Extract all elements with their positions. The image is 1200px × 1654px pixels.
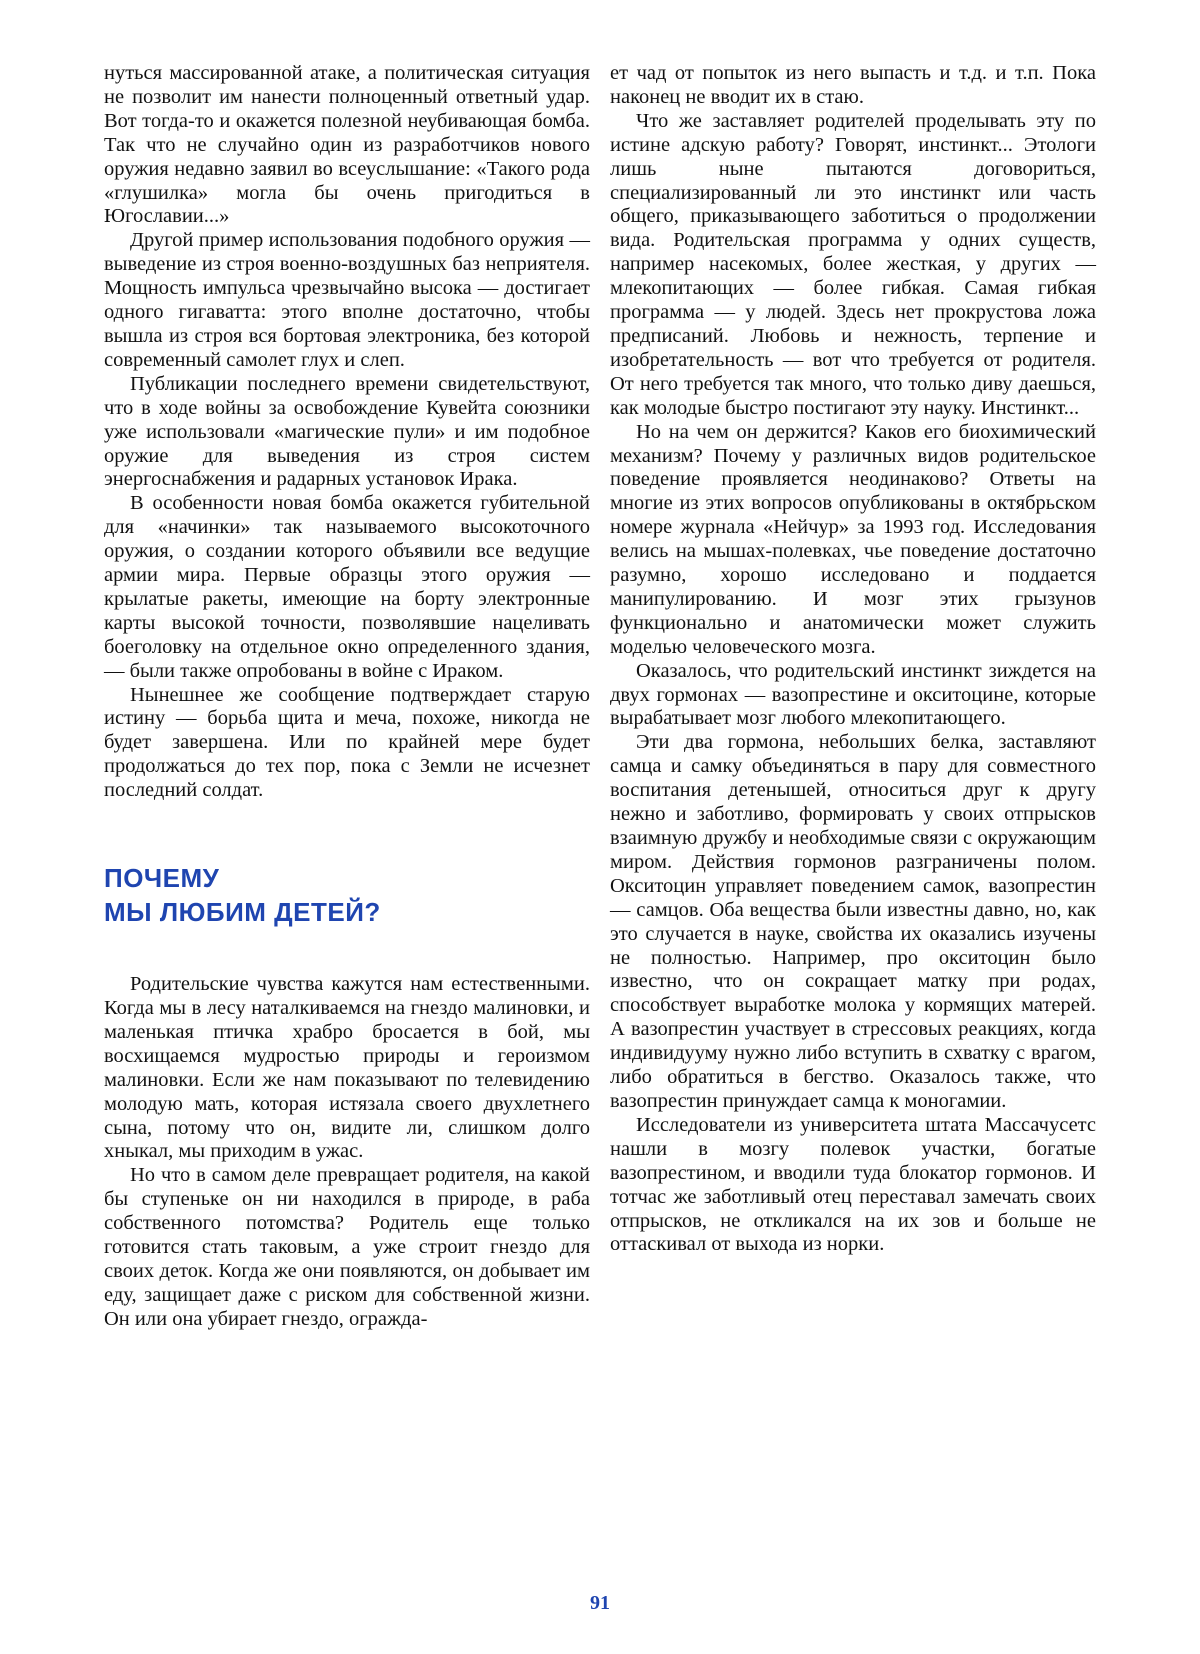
article-heading-line: МЫ ЛЮБИМ ДЕТЕЙ?	[104, 895, 590, 929]
paragraph: Но что в самом деле превращает родителя, на какой бы ступеньке он ни находился в природе, в раба собственного потомства? Родитель еще только готовится стать таковым, а уже строит гнездо для своих деток. Когда же они появляются, он добывает им еду, защищает даже с риском для собственной жизни. Он или она убирает гнездо, огражда-	[104, 1164, 590, 1331]
paragraph: нуться массированной атаке, а политическая ситуация не позволит им нанести полноценный ответный удар. Вот тогда-то и окажется полезной неубивающая бомба. Так что не случайно один из разработчиков нового оружия недавно заявил во всеуслышание: «Такого рода «глушилка» могла бы очень пригодиться в Югославии...»	[104, 62, 590, 229]
article-heading-line: ПОЧЕМУ	[104, 861, 590, 895]
left-column	[104, 62, 590, 1332]
paragraph: Оказалось, что родительский инстинкт зиждется на двух гормонах — вазопрестине и окситоцине, которые вырабатывает мозг любого млекопитающего.	[610, 660, 1096, 732]
paragraph: Другой пример использования подобного оружия — выведение из строя военно-воздушных баз неприятеля. Мощность импульса чрезвычайно высока — достигает одного гигаватта: этого вполне достаточно, чтобы вышла из строя вся бортовая электроника, без которой современный самолет глух и слеп.	[104, 229, 590, 372]
paragraph: Публикации последнего времени свидетельствуют, что в ходе войны за освобождение Кувейта союзники уже использовали «магические пули» и им подобное оружие для выведения из строя систем энергоснабжения и радарных установок Ирака.	[104, 373, 590, 493]
paragraph: Нынешнее же сообщение подтверждает старую истину — борьба щита и меча, похоже, никогда не будет завершена. Или по крайней мере будет продолжаться до тех пор, пока с Земли не исчезнет последний солдат.	[104, 684, 590, 804]
right-column	[610, 62, 1096, 1257]
paragraph: Эти два гормона, небольших белка, заставляют самца и самку объединяться в пару для совместного воспитания детенышей, относиться друг к другу нежно и заботливо, формировать у своих отпрысков взаимную дружбу и необходимые связи с окружающим миром. Действия гормонов разграничены полом. Окситоцин управляет поведением самок, вазопрестин — самцов. Оба вещества были известны давно, но, как это случается в науке, свойства их оказались изучены не полностью. Например, про окситоцин было известно, что он сокращает матку при родах, способствует выработке молока у кормящих матерей. А вазопрестин участвует в стрессовых реакциях, когда индивидууму нужно либо вступить в схватку с врагом, либо обратиться в бегство. Оказалось также, что вазопрестин принуждает самца к моногамии.	[610, 731, 1096, 1114]
paragraph: ет чад от попыток из него выпасть и т.д. и т.п. Пока наконец не вводит их в стаю.	[610, 62, 1096, 110]
paragraph: В особенности новая бомба окажется губительной для «начинки» так называемого высокоточного оружия, о создании которого объявили все ведущие армии мира. Первые образцы этого оружия — крылатые ракеты, имеющие на борту электронные карты высокой точности, позволявшие нацеливать боеголовку на отдельное окно определенного здания, — были также опробованы в войне с Ираком.	[104, 492, 590, 683]
paragraph: Что же заставляет родителей проделывать эту по истине адскую работу? Говорят, инстинкт... Этологи лишь ныне пытаются договориться, специализированный ли это инстинкт или часть общего, приказывающего заботиться о продолжении вида. Родительская программа у одних существ, например насекомых, более жесткая, у других — млекопитающих — более гибкая. Самая гибкая программа — у людей. Здесь нет прокрустова ложа предписаний. Любовь и нежность, терпение и изобретательность — вот что требуется от родителя. От него требуется так много, что только диву даешься, как молодые быстро постигают эту науку. Инстинкт...	[610, 110, 1096, 421]
page-number: 91	[0, 1592, 1200, 1615]
paragraph: Родительские чувства кажутся нам естественными. Когда мы в лесу наталкиваемся на гнездо малиновки, и маленькая птичка храбро бросается в бой, мы восхищаемся мудростью природы и героизмом малиновки. Если же нам показывают по телевидению молодую мать, которая истязала своего двухлетнего сына, потому что он, видите ли, слишком долго хныкал, мы приходим в ужас.	[104, 973, 590, 1164]
paragraph: Исследователи из университета штата Массачусетс нашли в мозгу полевок участки, богатые вазопрестином, и вводили туда блокатор гормонов. И тотчас же заботливый отец переставал замечать своих отпрысков, не откликался на их зов и больше не оттаскивал от выхода из норки.	[610, 1114, 1096, 1257]
paragraph: Но на чем он держится? Каков его биохимический механизм? Почему у различных видов родительское поведение проявляется неодинаково? Ответы на многие из этих вопросов опубликованы в октябрьском номере журнала «Нейчур» за 1993 год. Исследования велись на мышах-полевках, чье поведение достаточно разумно, хорошо исследовано и поддается манипулированию. И мозг этих грызунов функционально и анатомически может служить моделью человеческого мозга.	[610, 421, 1096, 660]
article-heading	[104, 861, 590, 929]
